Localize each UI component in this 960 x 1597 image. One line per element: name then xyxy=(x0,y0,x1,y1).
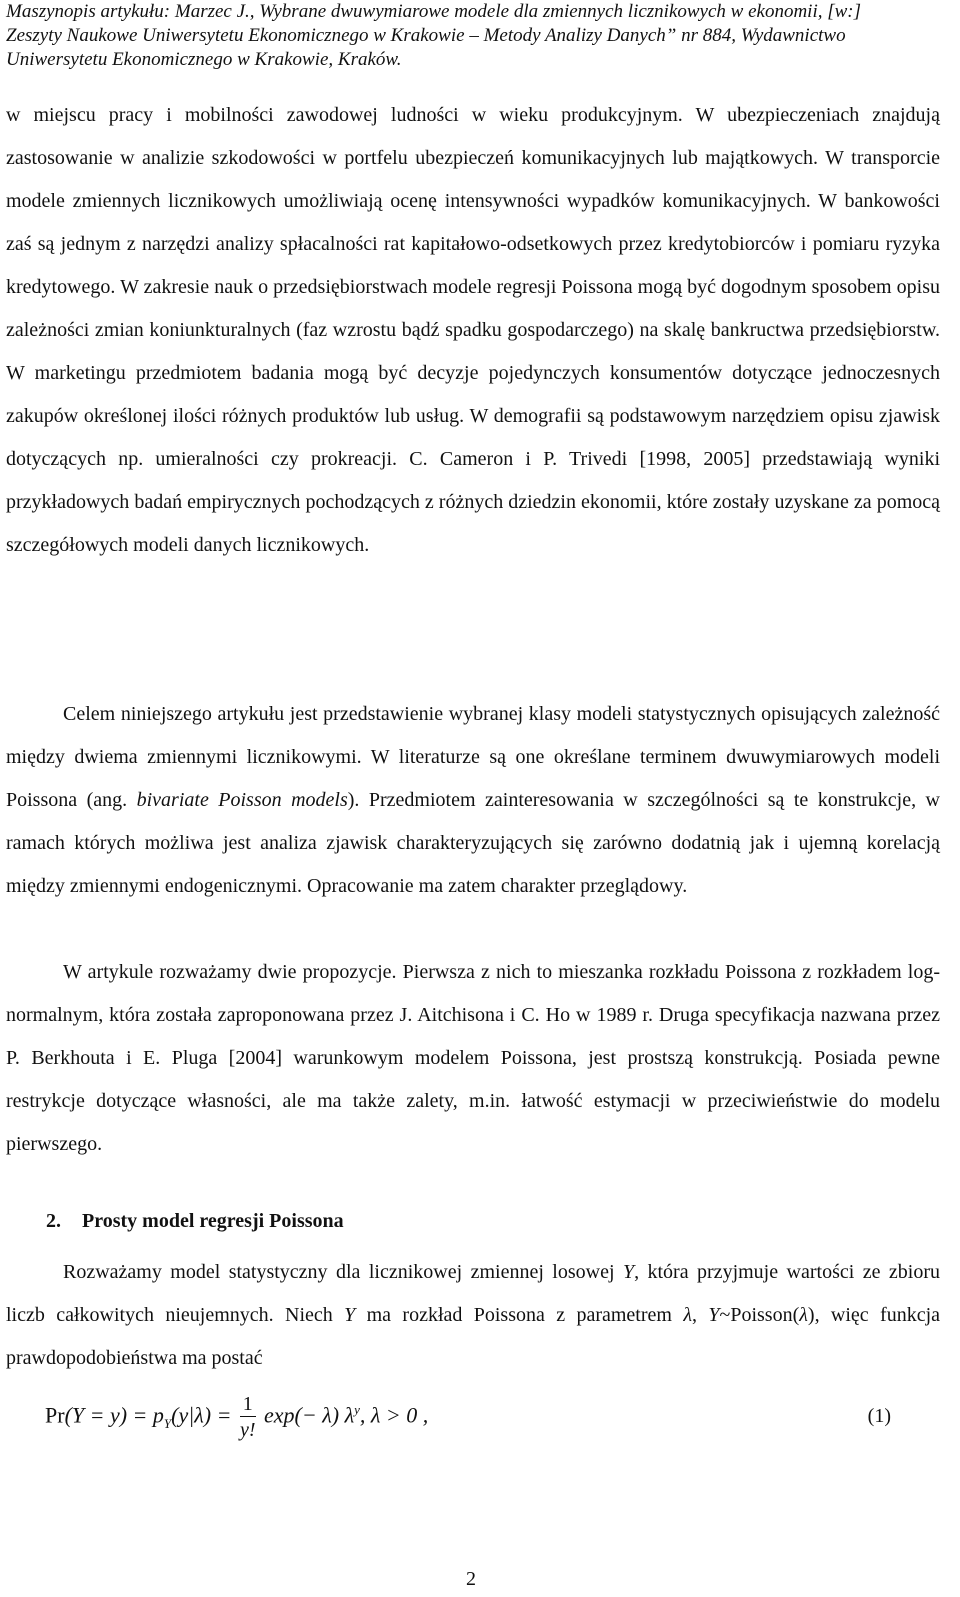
section-number: 2. xyxy=(46,1210,61,1232)
math-var: Y xyxy=(344,1304,356,1326)
eq-fraction xyxy=(240,1392,256,1443)
header-line-2: Zeszyty Naukowe Uniwersytetu Ekonomicznego w Krakowie – Metody Analizy Danych” nr 884, Wydawnictwo xyxy=(6,25,846,46)
eq-rhs: exp(− λ) λ xyxy=(264,1402,355,1428)
text-span: ), więc funkcja prawdopodobieństwa ma postać xyxy=(6,1304,941,1369)
math-var: λ xyxy=(683,1304,692,1326)
paragraph-proposals: W artykule rozważamy dwie propozycje. Pierwsza z nich to mieszanka rozkładu Poissona z rozkładem log-normalnym, która została zaproponowana przez J. Aitchisona i C. Ho w 1989 r. Druga specyfikacja nazwana przez P. Berkhouta i E. Pluga [2004] warunkowym modelem Poissona, jest prostszą konstrukcją. Posiada pewne restrykcje dotyczące własności, ale ma także zalety, m.in. łatwość estymacji w przeciwieństwie do modelu pierwszego. xyxy=(6,961,940,1155)
eq-sub: Y xyxy=(163,1415,172,1431)
paragraph-applications: w miejscu pracy i mobilności zawodowej ludności w wieku produkcyjnym. W ubezpieczeniach znajdują zastosowanie w analizie szkodowości w portfelu ubezpieczeń komunikacyjnych lub majątkowych. W transporcie modele zmiennych licznikowych umożliwiają ocenę intensywności wypadków komunikacyjnych. W bankowości zaś są jednym z narzędzi analizy spłacalności rat kapitałowo-odsetkowych przez kredytobiorców i pomiaru ryzyka kredytowego. W zakresie nauk o przedsiębiorstwach modele regresji Poissona mogą być dogodnym sposobem opisu zależności zmian koniunkturalnych (faz wzrostu bądź spadku gospodarczego) na skalę bankructwa przedsiębiorstw. W marketingu przedmiotem badania mogą być decyzje pojedynczych konsumentów dotyczące jednoczesnych zakupów określonej ilości różnych produktów lub usług. W demografii są podstawowym narzędziem opisu zjawisk dotyczących np. umieralności czy prokreacji. C. Cameron i P. Trivedi [1998, 2005] przedstawiają wyniki przykładowych badań empirycznych pochodzących z różnych dziedzin ekonomii, które zostały uzyskane za pomocą szczegółowych modeli danych licznikowych. xyxy=(6,104,940,556)
paragraph-model xyxy=(6,1251,940,1380)
equation-body xyxy=(45,1392,428,1443)
text-span: , która przyjmuje wartości ze zbioru liczb całkowitych nieujemnych. Niech xyxy=(6,1261,940,1326)
eq-pr: Pr xyxy=(45,1402,65,1428)
header-line-3: Uniwersytetu Ekonomicznego w Krakowie, Kraków. xyxy=(6,49,402,70)
section-title: Prosty model regresji Poissona xyxy=(82,1210,344,1232)
paragraph-aim-text-2: ). Przedmiotem zainteresowania w szczególności są te konstrukcje, w ramach których możliwa jest analiza zjawisk charakteryzujących się zarówno dodatnią jak i ujemną korelacją między zmiennymi endogenicznymi. Opracowanie ma zatem charakter przeglądowy. xyxy=(6,789,940,897)
eq-numerator: 1 xyxy=(240,1392,256,1417)
eq-denominator: y! xyxy=(239,1419,256,1441)
math-var: Y xyxy=(708,1304,720,1326)
eq-cond: (y|λ) = xyxy=(171,1402,232,1428)
header-line-1: Maszynopis artykułu: Marzec J., Wybrane dwuwymiarowe modele dla zmiennych licznikowych w ekonomii, [w:] xyxy=(6,1,862,22)
text-span: , xyxy=(692,1304,709,1326)
eq-sup: y xyxy=(354,1402,360,1418)
running-header xyxy=(6,0,954,72)
equation-number: (1) xyxy=(867,1405,891,1427)
page-number: 2 xyxy=(466,1568,476,1590)
text-span: ma rozkład Poissona z parametrem xyxy=(355,1304,684,1326)
paragraph-aim xyxy=(6,693,940,908)
equation-1 xyxy=(45,1370,945,1460)
text-span: ~Poisson( xyxy=(719,1304,800,1326)
math-var: λ xyxy=(799,1304,808,1326)
eq-lhs: (Y = y) = p xyxy=(64,1402,164,1428)
section-heading xyxy=(46,1210,344,1233)
eq-tail: , λ > 0 , xyxy=(359,1402,429,1428)
paragraph-aim-english-term: bivariate Poisson models xyxy=(136,789,348,811)
math-var: Y xyxy=(622,1261,635,1283)
text-span: Rozważamy model statystyczny dla licznikowej zmiennej losowej xyxy=(63,1261,623,1283)
paragraph-aim-text-1: Celem niniejszego artykułu jest przedstawienie wybranej klasy modeli statystycznych opisujących zależność między dwiema zmiennymi licznikowymi. W literaturze są one określane terminem dwuwymiarowych modeli Poissona (ang. xyxy=(6,703,940,811)
